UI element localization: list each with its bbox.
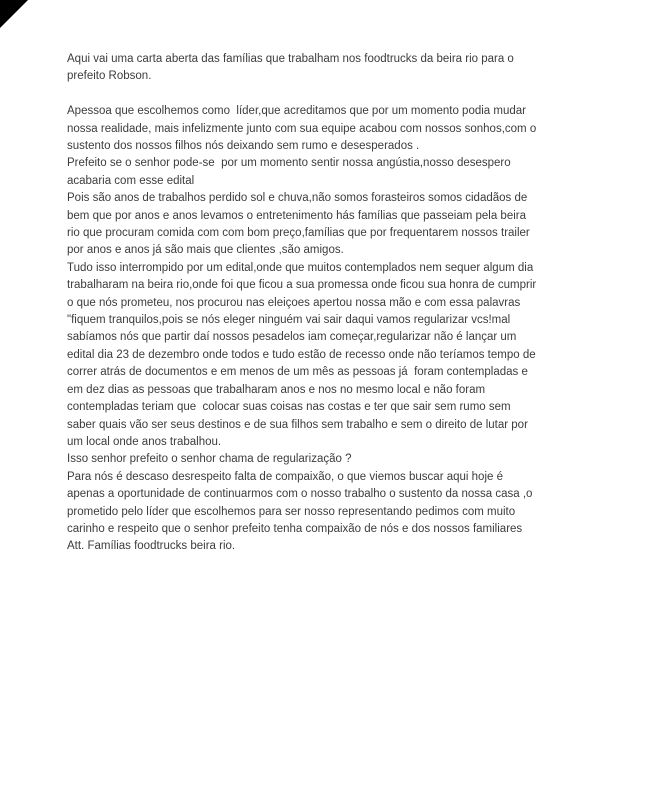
text-line: prefeito Robson.: [67, 70, 152, 83]
text-line: por anos e anos já são mais que clientes ,são amigos.: [67, 244, 344, 257]
text-line: "fiquem tranquilos,pois se nós eleger ninguém vai sair daqui vamos regularizar vcs!mal: [67, 314, 511, 327]
text-line: nossa realidade, mais infelizmente junto com sua equipe acabou com nossos sonhos,com o: [67, 122, 537, 135]
text-line: Att. Famílias foodtrucks beira rio.: [67, 540, 236, 553]
text-line: Pois são anos de trabalhos perdido sol e chuva,não somos forasteiros somos cidadãos de: [67, 192, 528, 205]
text-line: bem que por anos e anos levamos o entretenimento hás famílias que passeiam pela beira: [67, 209, 526, 222]
text-line: Aqui vai uma carta aberta das famílias que trabalham nos foodtrucks da beira rio para o: [67, 53, 514, 65]
text-line: prometido pelo líder que escolhemos para ser nosso representando pedimos com muito: [67, 505, 516, 518]
text-line: trabalharam na beira rio,onde foi que ficou a sua promessa onde ficou sua honra de cumprir: [67, 279, 537, 292]
text-line: Tudo isso interrompido por um edital,onde que muitos contemplados nem sequer algum dia: [67, 261, 534, 274]
letter-body: [67, 51, 655, 556]
text-line: correr atrás de documentos e em menos de um mês as pessoas já foram contempladas e: [67, 366, 528, 379]
text-line: sustento dos nossos filhos nós deixando sem rumo e desesperados .: [67, 140, 420, 153]
text-line: saber quais vão ser seus destinos e de sua filhos sem trabalho e sem o direito de lutar por: [67, 418, 528, 431]
text-line: acabaria com esse edital: [67, 174, 195, 187]
text-line: apenas a oportunidade de continuarmos com o nosso trabalho o sustento da nossa casa ,o: [67, 488, 533, 501]
text-line: Para nós é descaso desrespeito falta de compaixão, o que viemos buscar aqui hoje é: [67, 470, 503, 483]
text-line: em dez dias as pessoas que trabalharam anos e nos no mesmo local e não foram: [67, 383, 486, 396]
text-line: Prefeito se o senhor pode-se por um momento sentir nossa angústia,nosso desespero: [67, 157, 511, 170]
text-line: contempladas teriam que colocar suas coisas nas costas e ter que sair sem rumo sem: [67, 401, 511, 414]
text-line: Apessoa que escolhemos como líder,que acreditamos que por um momento podia mudar: [67, 105, 526, 118]
text-line: carinho e respeito que o senhor prefeito tenha compaixão de nós e dos nossos familiares: [67, 522, 523, 535]
text-line: rio que procuram comida com com bom preço,famílias que por frequentarem nossos trailer: [67, 227, 530, 240]
text-line: o que nós prometeu, nos procurou nas eleiçoes apertou nossa mão e com essa palavras: [67, 296, 521, 309]
page-corner-fold-icon: [0, 0, 28, 28]
text-line: Isso senhor prefeito o senhor chama de regularização ?: [67, 453, 352, 466]
text-line: um local onde anos trabalhou.: [67, 435, 222, 448]
text-line: sabíamos nós que partir daí nossos pesadelos iam começar,regularizar não é lançar um: [67, 331, 517, 344]
text-line: edital dia 23 de dezembro onde todos e tudo estão de recesso onde não teríamos tempo de: [67, 348, 536, 361]
text-line: [67, 86, 655, 103]
